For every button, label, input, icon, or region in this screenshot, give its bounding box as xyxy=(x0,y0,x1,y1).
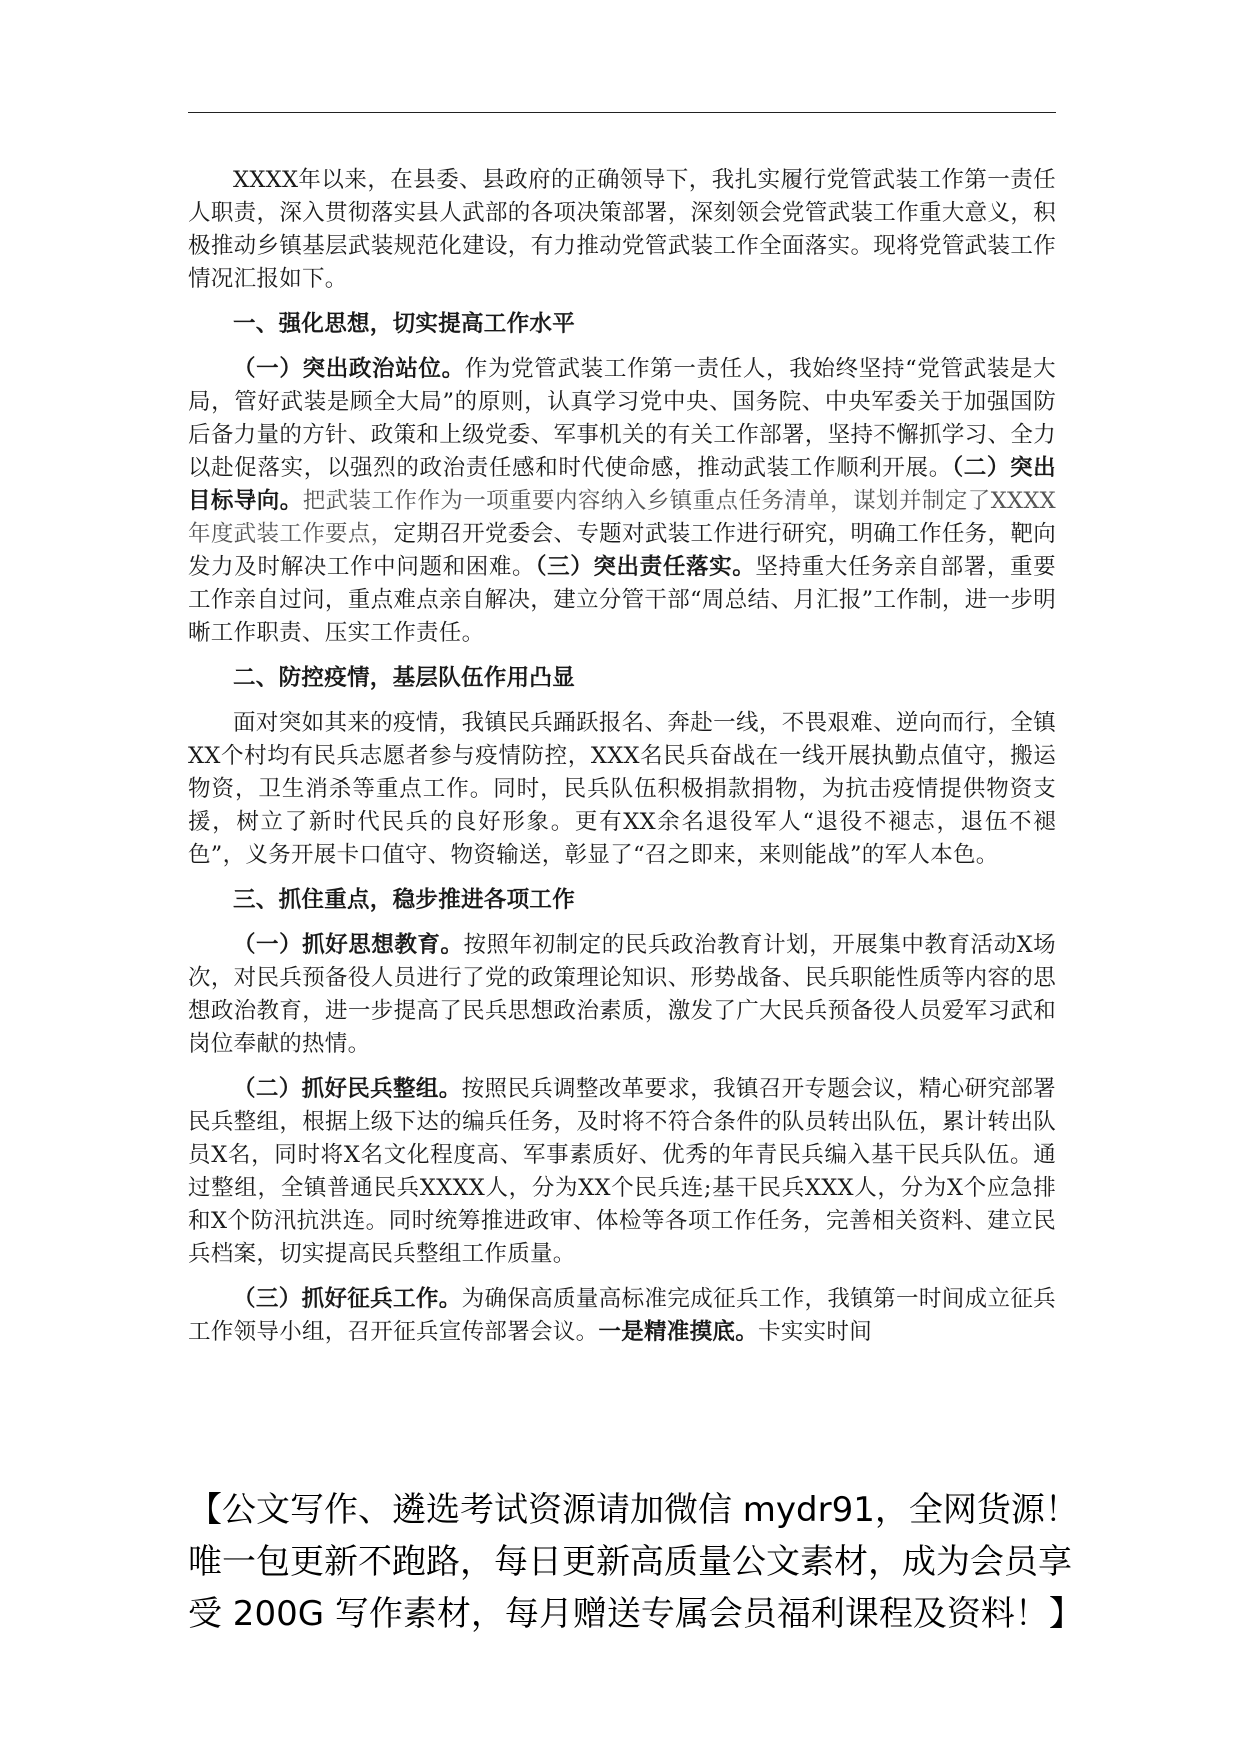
text-political-stance: 作为党管武装工作第一责任人，我始终坚持“党管武装是大局，管好武装是顾全大局”的原则，认真学习党中央、国务院、中央军委关于加强国防后备力量的方针、政策和上级党委、军事机关的有关工作部署，坚持不懈抓学习、全力以赴促落实，以强烈的政治责任感和时代使命感，推动武装工作顺利开展。 xyxy=(188,356,1056,481)
text-conscription: 为确保高质量高标准完成征兵工作，我镇第一时间成立征兵工作领导小组，召开征兵宣传部署会议。 xyxy=(188,1286,1056,1345)
section-heading-1: 一、强化思想，切实提高工作水平 xyxy=(233,311,576,337)
conscription-paragraph xyxy=(188,1283,1056,1349)
section-heading-3: 三、抓住重点，稳步推进各项工作 xyxy=(233,887,576,913)
militia-reorganization-paragraph xyxy=(188,1073,1056,1271)
lead-militia-reorganization: （二）抓好民兵整组。 xyxy=(233,1076,462,1102)
text-ideological-education: 按照年初制定的民兵政治教育计划，开展集中教育活动X场次，对民兵预备役人员进行了党的政策理论知识、形势战备、民兵职能性质等内容的思想政治教育，进一步提高了民兵思想政治素质，激发了广大民兵预备役人员爱军习武和岗位奉献的热情。 xyxy=(188,932,1056,1057)
lead-political-stance: （一）突出政治站位。 xyxy=(233,356,465,382)
document-body xyxy=(188,164,1056,1361)
lead-responsibility: （三）突出责任落实。 xyxy=(535,554,756,580)
text-precise-survey: 卡实实时间 xyxy=(758,1319,873,1345)
section-2-paragraph: 面对突如其来的疫情，我镇民兵踊跃报名、奔赴一线，不畏艰难、逆向而行，全镇XX个村均有民兵志愿者参与疫情防控，XXX名民兵奋战在一线开展执勤点值守，搬运物资，卫生消杀等重点工作。同时，民兵队伍积极捐款捐物，为抗击疫情提供物资支援，树立了新时代民兵的良好形象。更有XX余名退役军人“退役不褪志，退伍不褪色”，义务开展卡口值守、物资输送，彰显了“召之即来，来则能战”的军人本色。 xyxy=(188,710,1056,868)
lead-conscription: （三）抓好征兵工作。 xyxy=(233,1286,462,1312)
watermark-ad-text: 【公文写作、遴选考试资源请加微信 mydr91，全网货源！唯一包更新不跑路，每日更新高质量公文素材，成为会员享受 200G 写作素材，每月赠送专属会员福利课程及资料！】 xyxy=(188,1490,1083,1634)
lead-ideological-education: （一）抓好思想教育。 xyxy=(233,932,464,958)
text-goal-orientation-cont: 定期召开党委会、专题对武装工作进行研究，明确工作任务，靶向发力及时解决工作中问题和困难。 xyxy=(188,521,1057,580)
ideological-education-paragraph xyxy=(188,929,1056,1061)
text-responsibility: 坚持重大任务亲自部署，重要工作亲自过问，重点难点亲自解决，建立分管干部“周总结、月汇报”工作制，进一步明晰工作职责、压实工作责任。 xyxy=(188,554,1056,646)
section-heading-2: 二、防控疫情，基层队伍作用凸显 xyxy=(233,665,576,691)
lead-goal-orientation: （二）突出目标导向。 xyxy=(188,455,1056,514)
header-rule xyxy=(188,112,1056,113)
lead-precise-survey: 一是精准摸底。 xyxy=(598,1319,759,1345)
text-goal-orientation: 把武装工作作为一项重要内容纳入乡镇重点任务清单，谋划并制定了XXXX年度武装工作要点， xyxy=(188,488,1056,547)
section-1-paragraph xyxy=(188,353,1056,650)
text-militia-reorganization: 按照民兵调整改革要求，我镇召开专题会议，精心研究部署民兵整组，根据上级下达的编兵任务，及时将不符合条件的队员转出队伍，累计转出队员X名，同时将X名文化程度高、军事素质好、优秀的年青民兵编入基干民兵队伍。通过整组，全镇普通民兵XXXX人，分为XX个民兵连;基干民兵XXX人，分为X个应急排和X个防汛抗洪连。同时统筹推进政审、体检等各项工作任务，完善相关资料、建立民兵档案，切实提高民兵整组工作质量。 xyxy=(188,1076,1056,1267)
intro-paragraph: XXXX年以来，在县委、县政府的正确领导下，我扎实履行党管武装工作第一责任人职责，深入贯彻落实县人武部的各项决策部署，深刻领会党管武装工作重大意义，积极推动乡镇基层武装规范化建设，有力推动党管武装工作全面落实。现将党管武装工作情况汇报如下。 xyxy=(188,167,1056,292)
